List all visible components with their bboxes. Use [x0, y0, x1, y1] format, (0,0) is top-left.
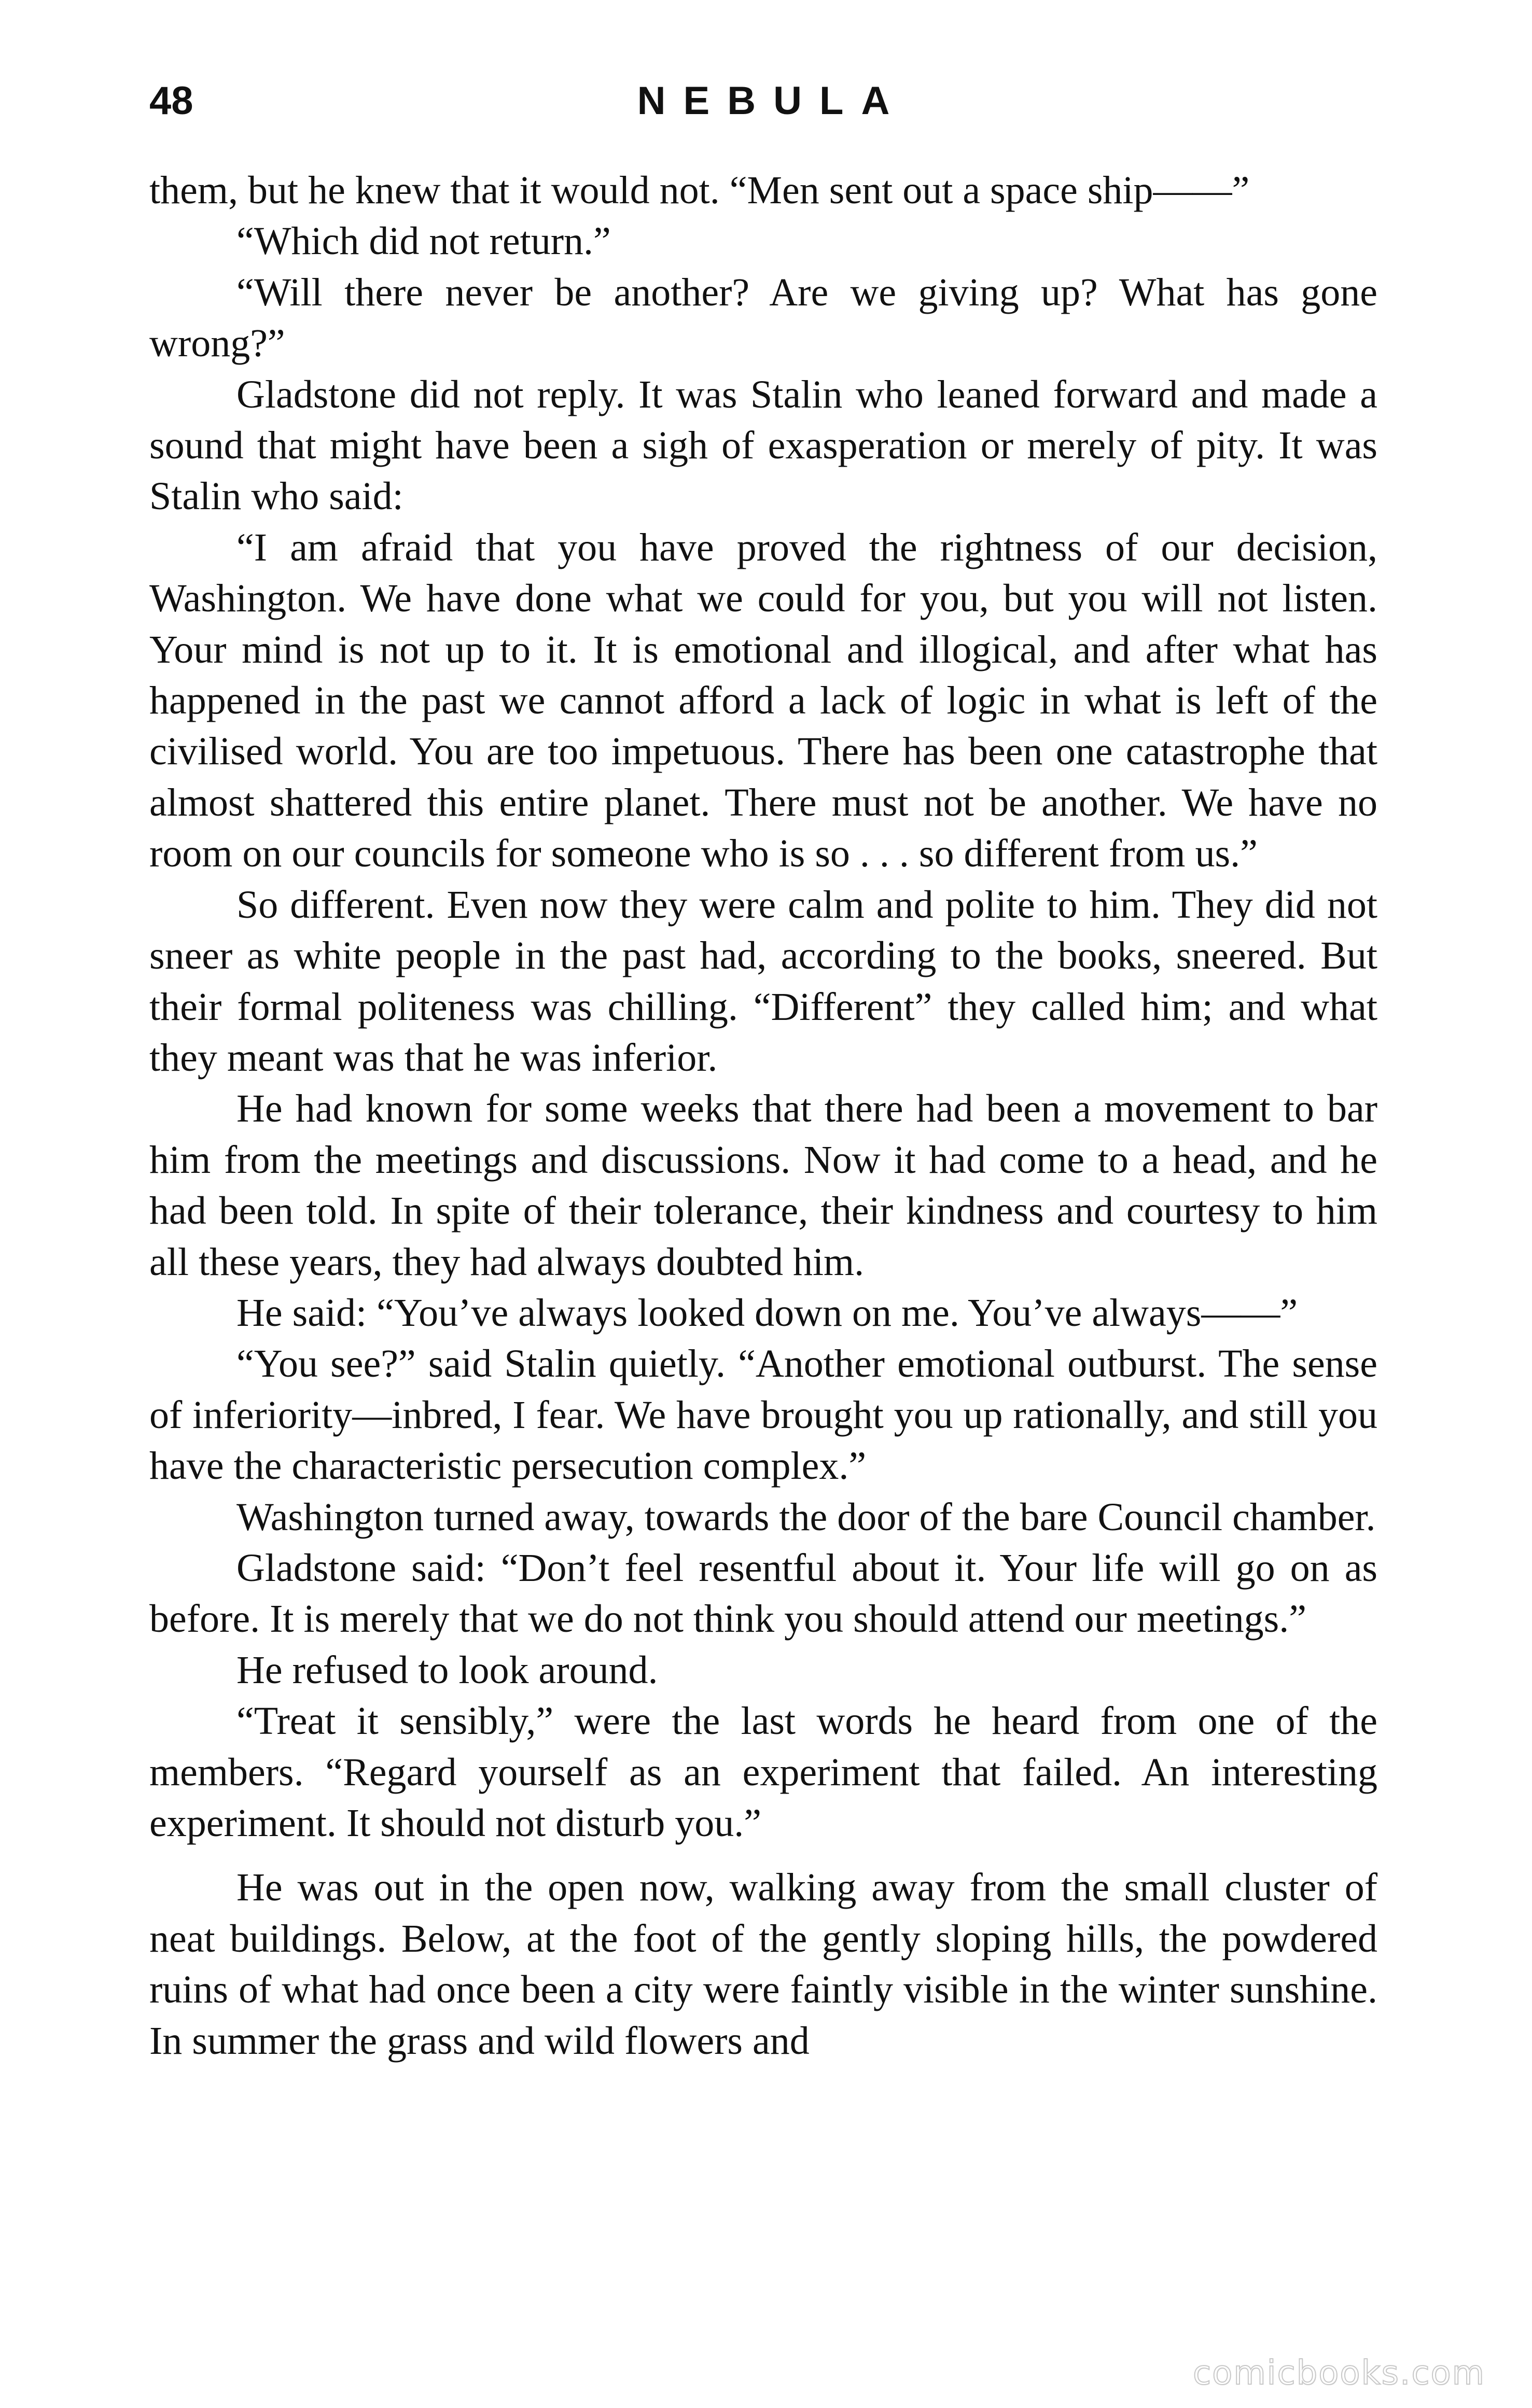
paragraph: He was out in the open now, walking away from the small cluster of neat buildings. Below, at the foot of the gently sloping hills, the powdered ruins of what had once been a city were faintly visible in the winter sunshine. In summer the grass and wild flowers and: [149, 1866, 1377, 2063]
paragraph: “Treat it sensibly,” were the last words he heard from one of the members. “Regard yourself as an experiment that failed. An interesting experiment. It should not disturb you.”: [149, 1699, 1377, 1845]
paragraph: Gladstone did not reply. It was Stalin who leaned forward and made a sound that might have been a sigh of exasperation or merely of pity. It was Stalin who said:: [149, 372, 1377, 519]
paragraph: He had known for some weeks that there had been a movement to bar him from the meetings and discussions. Now it had come to a head, and he had been told. In spite of their tolerance, their kindness and courtesy to him all these years, they had always doubted him.: [149, 1087, 1377, 1284]
paragraph: Washington turned away, towards the door of the bare Council chamber.: [236, 1495, 1376, 1539]
page-number: 48: [149, 79, 193, 123]
paragraph: So different. Even now they were calm and polite to him. They did not sneer as white people in the past had, according to the books, sneered. But their formal politeness was chilling. “Different” they called him; and what they meant was that he was inferior.: [149, 883, 1377, 1080]
paragraph: “You see?” said Stalin quietly. “Another emotional outburst. The sense of inferiority—inbred, I fear. We have brought you up rationally, and still you have the characteristic persecution complex.”: [149, 1342, 1377, 1488]
paragraph: He said: “You’ve always looked down on me. You’ve always——”: [236, 1291, 1298, 1335]
paragraph: them, but he knew that it would not. “Men sent out a space ship——”: [149, 169, 1250, 212]
watermark: comicbooks.com: [1192, 2354, 1485, 2392]
paragraph: “Will there never be another? Are we giving up? What has gone wrong?”: [149, 270, 1377, 366]
running-head: [149, 73, 1377, 130]
running-title: NEBULA: [637, 79, 908, 123]
paragraph: “Which did not return.”: [236, 219, 611, 263]
paragraph: Gladstone said: “Don’t feel resentful about it. Your life will go on as before. It is merely that we do not think you should attend our meetings.”: [149, 1546, 1377, 1641]
body-text: [149, 165, 1377, 2066]
paragraph: “I am afraid that you have proved the rightness of our decision, Washington. We have done what we could for you, but you will not listen. Your mind is not up to it. It is emotional and illogical, and after what has happened in the past we cannot afford a lack of logic in what is left of the civilised world. You are too impetuous. There has been one catastrophe that almost shattered this entire planet. There must not be another. We have no room on our councils for someone who is so . . . so different from us.”: [149, 525, 1377, 876]
paragraph: He refused to look around.: [236, 1648, 658, 1692]
